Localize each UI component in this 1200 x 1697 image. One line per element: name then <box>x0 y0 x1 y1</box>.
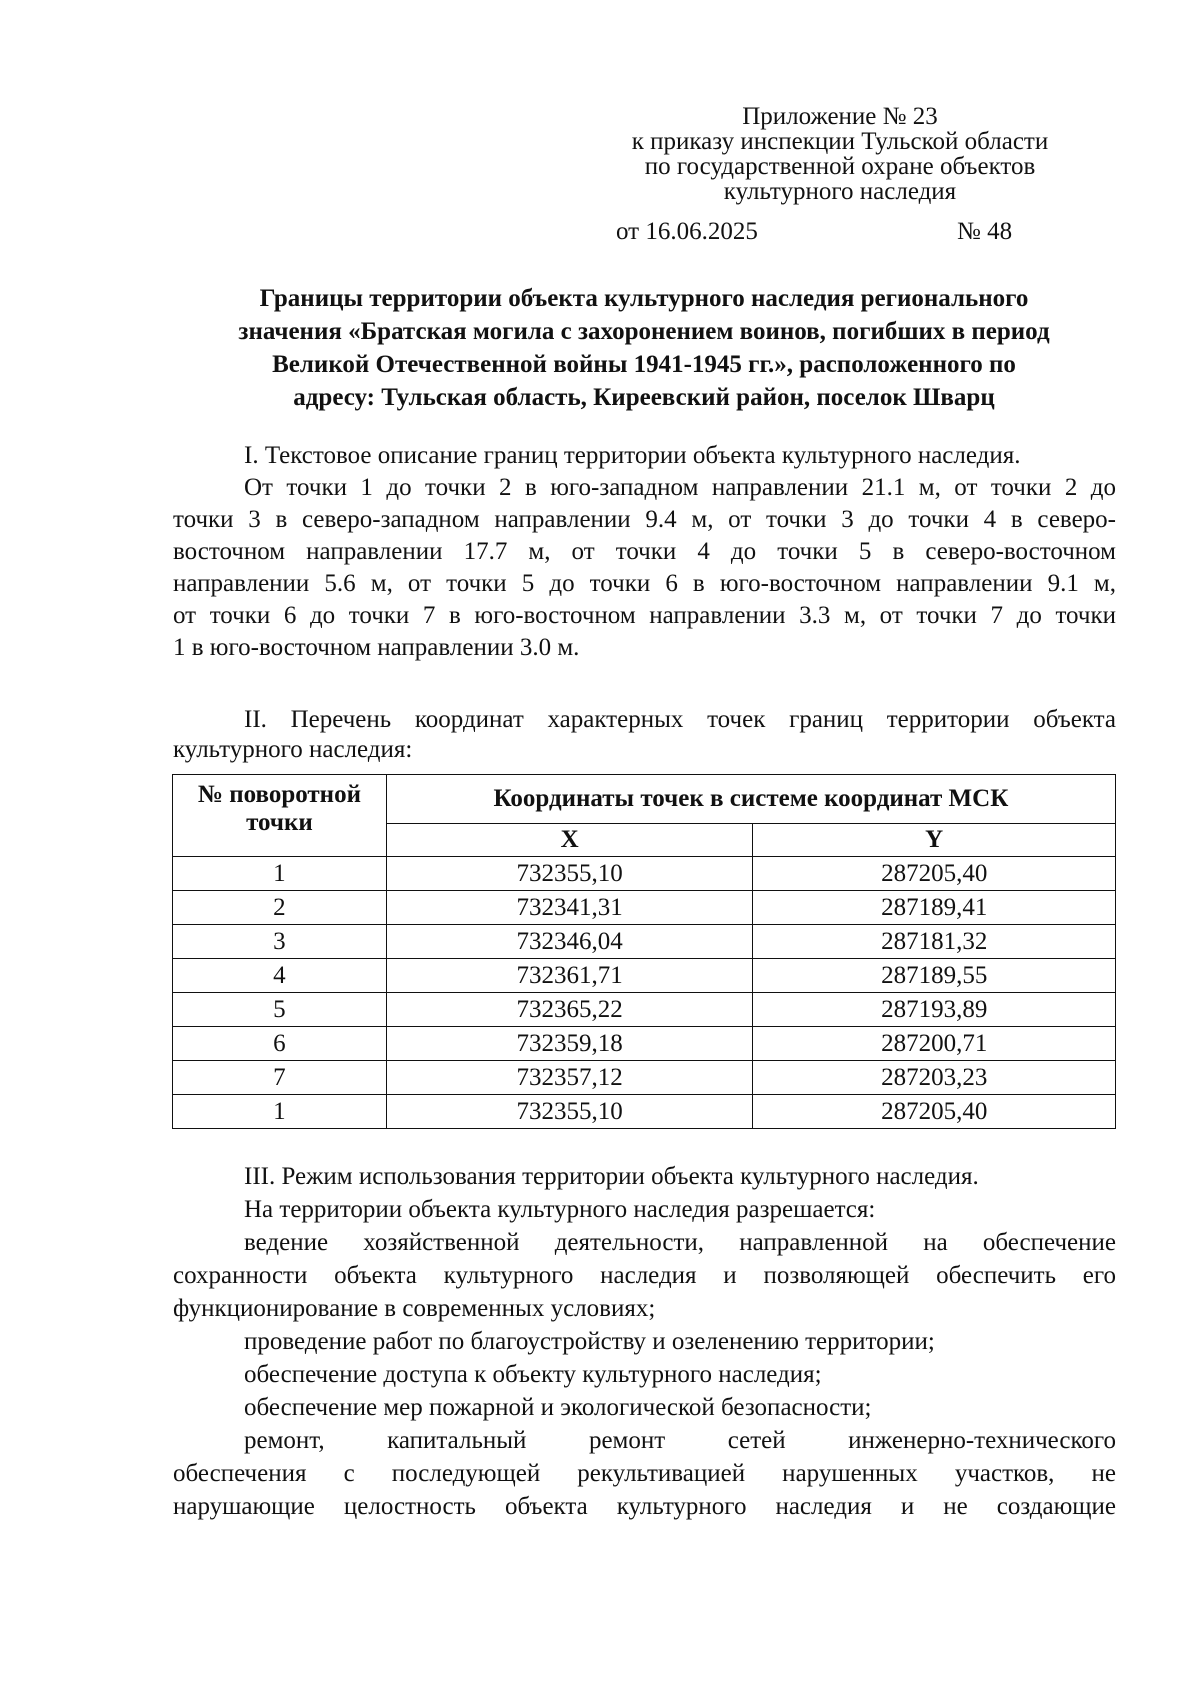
y-cell: 287205,40 <box>753 857 1116 891</box>
x-cell: 732361,71 <box>386 959 753 993</box>
section-1-line: от точки 6 до точки 7 в юго-восточном направлении 3.3 м, от точки 7 до точки <box>173 602 1116 629</box>
section-1-line: точки 3 в северо-западном направлении 9.4 м, от точки 3 до точки 4 в северо- <box>173 506 1116 533</box>
y-cell: 287205,40 <box>753 1095 1116 1129</box>
y-cell: 287200,71 <box>753 1027 1116 1061</box>
x-cell: 732355,10 <box>386 857 753 891</box>
point-number-cell: 5 <box>173 993 387 1027</box>
section-3-heading: III. Режим использования территории объекта культурного наследия. <box>244 1163 979 1190</box>
table-row <box>173 993 1116 1027</box>
point-number-cell: 1 <box>173 1095 387 1129</box>
x-column-header: X <box>386 824 753 857</box>
x-cell: 732357,12 <box>386 1061 753 1095</box>
y-cell: 287189,55 <box>753 959 1116 993</box>
point-number-cell: 1 <box>173 857 387 891</box>
section-3-item-4: обеспечение мер пожарной и экологической безопасности; <box>244 1394 872 1421</box>
point-number-header: № поворотной точки <box>173 775 387 857</box>
point-number-cell: 6 <box>173 1027 387 1061</box>
section-3 <box>173 1160 1116 1523</box>
x-cell: 732346,04 <box>386 925 753 959</box>
section-3-allowed: На территории объекта культурного наследия разрешается: <box>244 1196 876 1223</box>
coords-system-header: Координаты точек в системе координат МСК <box>386 775 1115 824</box>
appendix-order-line: к приказу инспекции Тульской области <box>631 128 1049 155</box>
appendix-order-line: по государственной охране объектов <box>644 153 1036 180</box>
section-3-item-5: ремонт, капитальный ремонт сетей инженерно-технического <box>244 1427 1116 1454</box>
title-line: Границы территории объекта культурного наследия регионального <box>259 285 1029 312</box>
point-number-cell: 4 <box>173 959 387 993</box>
order-number: № 48 <box>957 218 1013 245</box>
section-2-heading-cont: культурного наследия: <box>173 736 413 763</box>
point-number-cell: 2 <box>173 891 387 925</box>
x-cell: 732365,22 <box>386 993 753 1027</box>
x-cell: 732355,10 <box>386 1095 753 1129</box>
order-date: от 16.06.2025 <box>616 218 758 245</box>
section-3-item-1-cont: функционирование в современных условиях; <box>173 1295 656 1322</box>
table-row <box>173 1061 1116 1095</box>
x-cell: 732341,31 <box>386 891 753 925</box>
point-number-cell: 3 <box>173 925 387 959</box>
y-cell: 287181,32 <box>753 925 1116 959</box>
y-cell: 287189,41 <box>753 891 1116 925</box>
document-title <box>172 282 1116 414</box>
section-3-item-5-cont: обеспечения с последующей рекультивацией нарушенных участков, не <box>173 1460 1116 1487</box>
table-row <box>173 959 1116 993</box>
appendix-order-line: культурного наследия <box>723 178 957 205</box>
section-3-item-5-cont: нарушающие целостность объекта культурного наследия и не создающие <box>173 1493 1116 1520</box>
section-3-item-2: проведение работ по благоустройству и озеленению территории; <box>244 1328 935 1355</box>
title-line: Великой Отечественной войны 1941-1945 гг.», расположенного по <box>272 351 1016 378</box>
section-3-item-3: обеспечение доступа к объекту культурного наследия; <box>244 1361 822 1388</box>
section-1-line: 1 в юго-восточном направлении 3.0 м. <box>173 634 580 661</box>
section-1-line: направлении 5.6 м, от точки 5 до точки 6 в юго-восточном направлении 9.1 м, <box>173 570 1116 597</box>
table-row <box>173 1095 1116 1129</box>
x-cell: 732359,18 <box>386 1027 753 1061</box>
section-2 <box>173 705 1116 765</box>
table-row <box>173 1027 1116 1061</box>
y-cell: 287203,23 <box>753 1061 1116 1095</box>
y-cell: 287193,89 <box>753 993 1116 1027</box>
table-row <box>173 925 1116 959</box>
coordinates-table <box>172 774 1116 1129</box>
section-3-item-1: ведение хозяйственной деятельности, направленной на обеспечение <box>244 1229 1116 1256</box>
point-number-cell: 7 <box>173 1061 387 1095</box>
section-3-item-1-cont: сохранности объекта культурного наследия и позволяющей обеспечить его <box>173 1262 1116 1289</box>
section-2-heading: II. Перечень координат характерных точек границ территории объекта <box>244 706 1116 733</box>
title-line: значения «Братская могила с захоронением воинов, погибших в период <box>238 318 1050 345</box>
table-row <box>173 891 1116 925</box>
table-row <box>173 857 1116 891</box>
title-line: адресу: Тульская область, Киреевский район, поселок Шварц <box>293 384 995 411</box>
section-1 <box>173 440 1116 664</box>
section-1-line: восточном направлении 17.7 м, от точки 4 до точки 5 в северо-восточном <box>173 538 1116 565</box>
y-column-header: Y <box>753 824 1116 857</box>
section-1-line: От точки 1 до точки 2 в юго-западном направлении 21.1 м, от точки 2 до <box>244 474 1116 501</box>
section-1-heading: I. Текстовое описание границ территории объекта культурного наследия. <box>244 442 1021 469</box>
appendix-number: Приложение № 23 <box>742 103 938 130</box>
appendix-header <box>580 104 1100 204</box>
